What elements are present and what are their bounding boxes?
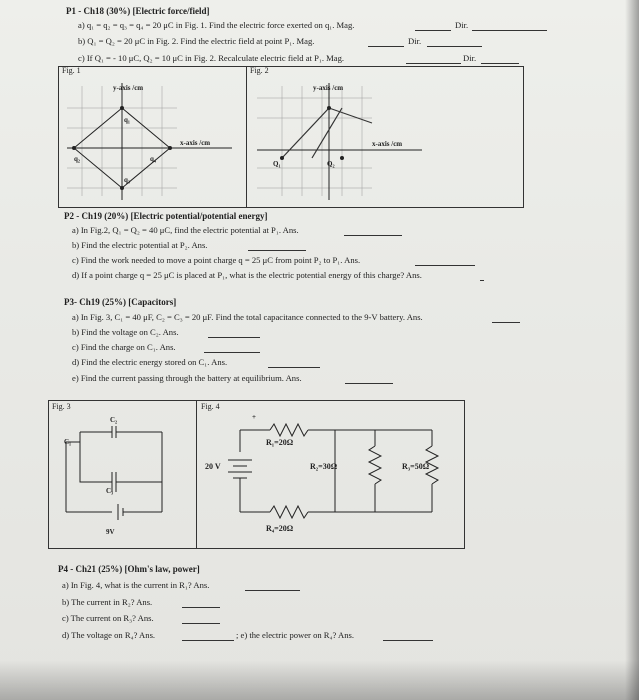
p4-question-e: ; e) the electric power on R₄? Ans. <box>236 630 355 640</box>
fig4-r2-zigzag <box>369 446 381 484</box>
fig-divider <box>246 66 247 207</box>
p1-a-dir-label: Dir. <box>455 20 469 30</box>
fig1-y-axis-label: y-axis /cm <box>113 84 144 92</box>
p1-question-a: a) q₁ = q₂ = q₃ = q₄ = 20 μC in Fig. 1. Find the electric force exerted on q₁. Mag. <box>78 20 355 30</box>
p3-d-blank <box>268 367 320 368</box>
fig2-y-axis-label: y-axis /cm <box>313 84 344 92</box>
p2-b-blank <box>248 250 306 251</box>
p4-b-blank <box>182 607 220 608</box>
p1-a-mag-blank <box>415 30 451 31</box>
p2-a-blank <box>344 235 402 236</box>
p1-c-dir-blank <box>481 63 519 64</box>
p3-question-e: e) Find the current passing through the battery at equilibrium. Ans. <box>72 373 302 383</box>
p2-question-a: a) In Fig.2, Q₁ = Q₂ = 40 μC, find the electric potential at P₁. Ans. <box>72 225 299 235</box>
p4-c-blank <box>182 623 220 624</box>
p4-question-d: d) The voltage on R₄? Ans. <box>62 630 156 640</box>
fig3-label: Fig. 3 <box>52 402 71 411</box>
fig3-circuit <box>52 412 192 542</box>
fig4-circuit <box>200 412 460 542</box>
p3-question-a: a) In Fig. 3, C₁ = 40 μF, C₂ = C₃ = 20 μF. Find the total capacitance connected to the 9-V battery. Ans. <box>72 312 423 322</box>
p3-a-blank <box>492 322 520 323</box>
p3-question-d: d) Find the electric energy stored on C₁. Ans. <box>72 357 228 367</box>
p4-a-blank <box>245 590 300 591</box>
fig1-q1-label: q₁ <box>124 116 130 124</box>
p1-a-dir-blank <box>472 30 547 31</box>
fig3-c1-label: C₁ <box>64 438 72 446</box>
p3-heading: P3- Ch19 (25%) [Capacitors] <box>64 297 177 307</box>
fig2-label: Fig. 2 <box>250 66 269 75</box>
fig4-r2-label: R₂=30Ω <box>310 462 338 471</box>
fig1-graph <box>62 78 242 203</box>
p1-question-c: c) If Q₁ = - 10 μC, Q₂ = 10 μC in Fig. 2. Recalculate electric field at P₁. Mag. <box>78 53 345 63</box>
p4-question-b: b) The current in R₂? Ans. <box>62 597 153 607</box>
p4-question-c: c) The current on R₃? Ans. <box>62 613 154 623</box>
fig1-x-axis-label: x-axis /cm <box>180 139 211 147</box>
page-edge-shadow <box>625 0 639 700</box>
fig1-q2-label: q₂ <box>74 155 80 163</box>
p3-b-blank <box>208 337 260 338</box>
p1-b-mag-blank <box>368 46 404 47</box>
p4-e-blank <box>383 640 433 641</box>
p1-heading: P1 - Ch18 (30%) [Electric force/field] <box>66 6 210 16</box>
fig4-r4-zigzag <box>270 506 308 518</box>
p1-b-dir-label: Dir. <box>408 36 422 46</box>
p2-question-b: b) Find the electric potential at P₂. Ans. <box>72 240 208 250</box>
p1-c-mag-blank <box>406 63 461 64</box>
page-bottom-shadow <box>0 660 639 700</box>
fig34-divider <box>196 400 197 548</box>
p2-d-blank <box>480 280 484 281</box>
p3-c-blank <box>204 352 260 353</box>
fig4-r4-label: R₄=20Ω <box>266 524 294 533</box>
fig2-x-axis-label: x-axis /cm <box>372 140 403 148</box>
fig1-q4-label: q₄ <box>150 155 156 163</box>
fig4-label: Fig. 4 <box>201 402 220 411</box>
fig2-q2-label: Q₂ <box>327 160 335 168</box>
p2-question-d: d) If a point charge q = 25 μC is placed at P₁, what is the electric potential energy of this charge? Ans. <box>72 270 422 280</box>
p4-question-a: a) In Fig. 4, what is the current in R₁? Ans. <box>62 580 210 590</box>
p2-heading: P2 - Ch19 (20%) [Electric potential/potential energy] <box>64 211 268 221</box>
fig3-battery-label: 9V <box>106 528 115 536</box>
fig4-plus-sign: + <box>252 413 256 421</box>
p4-d-blank <box>182 640 234 641</box>
fig4-r1-zigzag <box>270 424 308 436</box>
p4-heading: P4 - Ch21 (25%) [Ohm's law, power] <box>58 564 200 574</box>
p1-b-dir-blank <box>427 46 482 47</box>
p3-e-blank <box>345 383 393 384</box>
p3-question-b: b) Find the voltage on C₂. Ans. <box>72 327 179 337</box>
p1-c-dir-label: Dir. <box>463 53 477 63</box>
fig1-q3-label: q₃ <box>124 176 130 184</box>
p3-question-c: c) Find the charge on C₁. Ans. <box>72 342 176 352</box>
fig3-c2-label: C₂ <box>110 416 118 424</box>
fig4-r3-label: R₃=50Ω <box>402 462 430 471</box>
fig2-q1-label: Q₁ <box>273 160 281 168</box>
fig4-source-label: 20 V <box>205 462 221 471</box>
fig4-r1-label: R₁=20Ω <box>266 438 294 447</box>
p2-c-blank <box>415 265 475 266</box>
p1-question-b: b) Q₁ = Q₂ = 20 μC in Fig. 2. Find the electric field at point P₁. Mag. <box>78 36 315 46</box>
p2-question-c: c) Find the work needed to move a point charge q = 25 μC from point P₂ to P₁. Ans. <box>72 255 361 265</box>
fig1-label: Fig. 1 <box>62 66 81 75</box>
fig3-c3-label: C₃ <box>106 487 114 495</box>
